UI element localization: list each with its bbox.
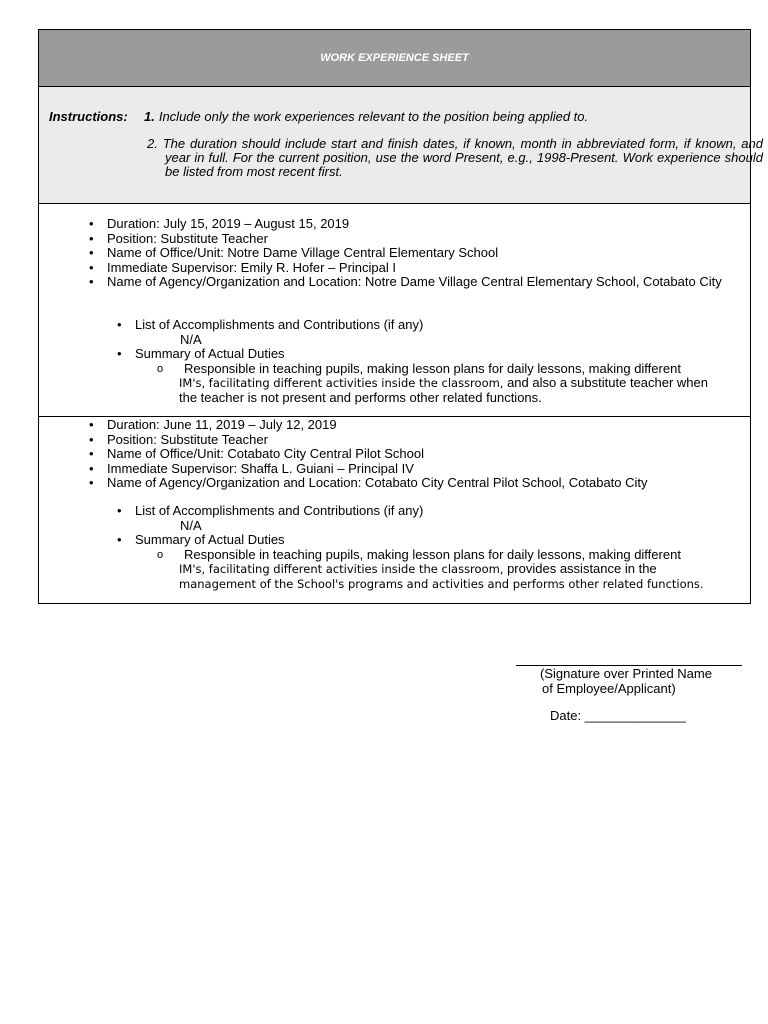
sub-bullet-icon: o — [157, 362, 164, 375]
date-field: Date: ______________ — [550, 708, 686, 723]
instruction-item-1 — [144, 110, 588, 124]
duties-item — [117, 347, 749, 405]
entry-duration: • Duration: June 11, 2019 – July 12, 2019 — [89, 418, 749, 433]
sub-bullet-icon: o — [157, 548, 164, 561]
duty-line-part: IM's, facilitating different activities inside the classroom, — [179, 376, 504, 390]
sheet-header — [39, 30, 750, 87]
duty-line-part: IM's, facilitating different activities inside the classroom, — [179, 562, 504, 576]
accomplishments-label: List of Accomplishments and Contributions (if any) — [135, 503, 424, 518]
signature-caption-line1: (Signature over Printed Name — [540, 666, 712, 681]
sheet-title: WORK EXPERIENCE SHEET — [320, 52, 469, 64]
experience-entry — [39, 204, 750, 417]
instructions-label: Instructions: — [49, 109, 128, 124]
entry-details — [89, 217, 749, 290]
instructions-section — [39, 87, 763, 204]
duty-line-part: and also a substitute teacher when — [503, 375, 708, 390]
duties-item — [117, 533, 749, 591]
duty-description — [135, 362, 749, 406]
work-experience-sheet — [38, 29, 763, 604]
entry-duration: • Duration: July 15, 2019 – August 15, 2019 — [89, 217, 749, 232]
signature-block — [516, 665, 742, 724]
duties-label: Summary of Actual Duties — [135, 346, 285, 361]
duty-description — [135, 548, 749, 592]
entry-supervisor: • Immediate Supervisor: Emily R. Hofer – Principal I — [89, 261, 749, 276]
instruction-item-1-number: 1. — [144, 109, 155, 124]
entry-position: • Position: Substitute Teacher — [89, 433, 749, 448]
duty-line: the teacher is not present and performs other related functions. — [179, 389, 542, 405]
entry-office: • Name of Office/Unit: Cotabato City Central Pilot School — [89, 447, 749, 462]
accomplishments-label: List of Accomplishments and Contributions (if any) — [135, 317, 424, 332]
duty-line-part: provides assistance in the — [503, 561, 657, 576]
entry-office: • Name of Office/Unit: Notre Dame Village Central Elementary School — [89, 246, 749, 261]
instruction-item-2: 2. The duration should include start and finish dates, if known, month in abbreviated form, if known, and year in full. For the current position, use the word Present, e.g., 1998-Present. Work experience should be listed from most recent first. — [147, 136, 763, 179]
entry-agency: • Name of Agency/Organization and Location: Cotabato City Central Pilot School, Cotabato City — [89, 476, 749, 491]
signature-caption-line2: of Employee/Applicant) — [542, 680, 676, 696]
accomplishments-item — [117, 318, 749, 347]
duty-line — [179, 376, 749, 391]
experience-entry — [39, 417, 750, 603]
instruction-item-1-text: Include only the work experiences relevant to the position being applied to. — [158, 109, 589, 124]
entry-summary — [117, 318, 749, 405]
entry-position: • Position: Substitute Teacher — [89, 232, 749, 247]
duty-line: Responsible in teaching pupils, making lesson plans for daily lessons, making different — [184, 360, 681, 376]
entry-supervisor: • Immediate Supervisor: Shaffa L. Guiani – Principal IV — [89, 462, 749, 477]
duty-line — [179, 562, 749, 577]
entry-summary — [117, 504, 749, 591]
entry-agency: • Name of Agency/Organization and Location: Notre Dame Village Central Elementary School, Cotabato City — [89, 275, 749, 290]
duty-line: management of the School's programs and activities and performs other related functions. — [179, 576, 704, 591]
duty-line: Responsible in teaching pupils, making lesson plans for daily lessons, making different — [184, 546, 681, 562]
accomplishments-value: N/A — [180, 331, 202, 347]
accomplishments-value: N/A — [180, 517, 202, 533]
duties-label: Summary of Actual Duties — [135, 532, 285, 547]
accomplishments-item — [117, 504, 749, 533]
entry-details — [89, 418, 749, 491]
